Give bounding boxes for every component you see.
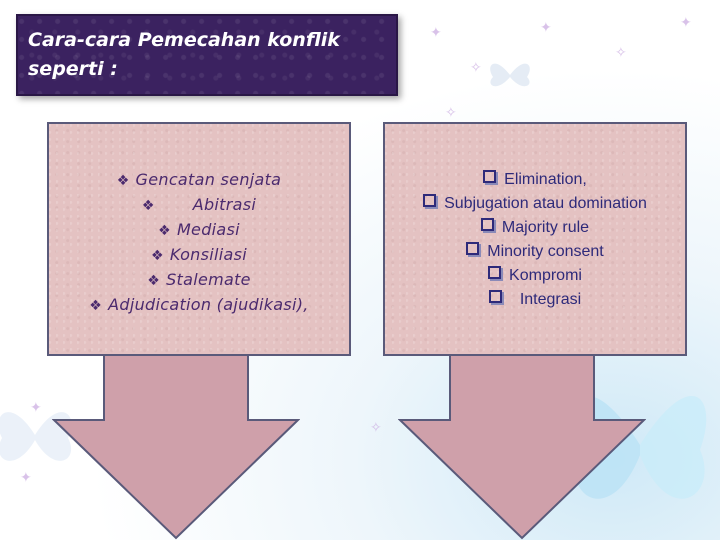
diamond-bullet-icon: ❖ bbox=[141, 198, 155, 214]
diamond-bullet-icon: ❖ bbox=[158, 223, 171, 239]
sparkle-icon: ✦ bbox=[30, 400, 42, 416]
diamond-bullet-icon: ❖ bbox=[151, 248, 164, 264]
right-list bbox=[383, 168, 687, 312]
butterfly-icon bbox=[485, 55, 535, 95]
sparkle-icon: ✧ bbox=[470, 60, 482, 76]
list-item: Majority rule bbox=[383, 216, 687, 240]
left-list bbox=[47, 168, 351, 318]
square-bullet-icon bbox=[483, 170, 496, 183]
sparkle-icon: ✦ bbox=[680, 15, 692, 31]
list-item: ❖ Adjudication (ajudikasi), bbox=[89, 295, 309, 314]
square-bullet-icon bbox=[489, 290, 502, 303]
list-item: ❖ Konsiliasi bbox=[151, 245, 247, 264]
sparkle-icon: ✧ bbox=[370, 420, 382, 436]
square-bullet-icon bbox=[481, 218, 494, 231]
title-box bbox=[16, 14, 398, 96]
list-item: ❖ Stalemate bbox=[147, 270, 251, 289]
sparkle-icon: ✧ bbox=[445, 105, 457, 121]
sparkle-icon: ✦ bbox=[20, 470, 32, 486]
list-item: Kompromi bbox=[383, 264, 687, 288]
list-item: ❖ Abitrasi bbox=[141, 195, 257, 214]
diamond-bullet-icon: ❖ bbox=[116, 173, 130, 189]
sparkle-icon: ✦ bbox=[430, 25, 442, 41]
sparkle-icon: ✧ bbox=[615, 45, 627, 61]
right-down-arrow-icon bbox=[398, 350, 646, 540]
diamond-bullet-icon: ❖ bbox=[147, 273, 161, 289]
list-item: ❖ Gencatan senjata bbox=[116, 170, 282, 189]
title-line-1: Cara-cara Pemecahan konflik bbox=[28, 29, 340, 51]
square-bullet-icon bbox=[466, 242, 479, 255]
title-line-2: seperti : bbox=[28, 58, 118, 80]
list-item: Subjugation atau domination bbox=[383, 192, 687, 216]
left-down-arrow-icon bbox=[52, 350, 300, 540]
diamond-bullet-icon: ❖ bbox=[89, 298, 103, 314]
list-item: Minority consent bbox=[383, 240, 687, 264]
sparkle-icon: ✦ bbox=[540, 20, 552, 36]
square-bullet-icon bbox=[488, 266, 501, 279]
slide-title bbox=[28, 26, 386, 84]
list-item: Integrasi bbox=[383, 288, 687, 312]
list-item: Elimination, bbox=[383, 168, 687, 192]
square-bullet-icon bbox=[423, 194, 436, 207]
list-item: ❖ Mediasi bbox=[158, 220, 240, 239]
